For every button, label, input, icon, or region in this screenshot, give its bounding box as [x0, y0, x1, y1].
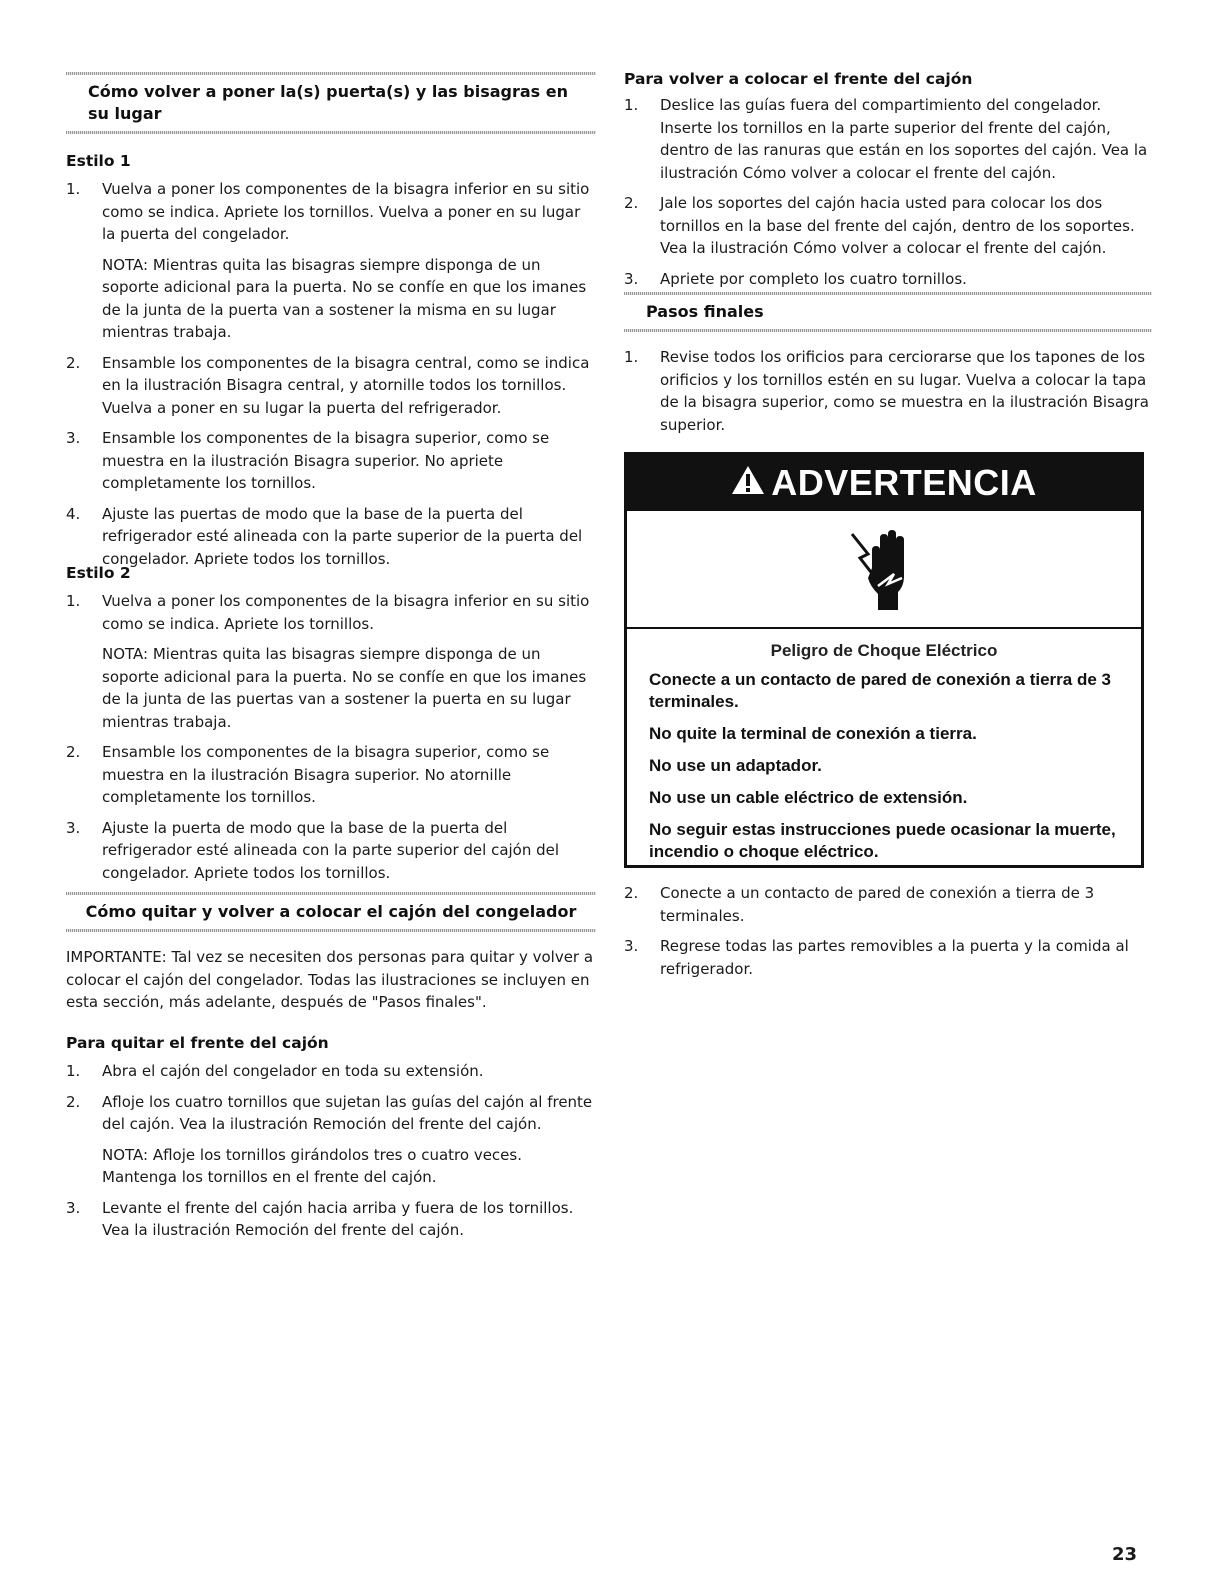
step-number: 3.	[624, 269, 639, 288]
list-item	[624, 192, 1152, 260]
warning-box	[624, 452, 1144, 868]
list-item	[66, 1197, 596, 1242]
section-heading-doors-hinges	[66, 72, 596, 134]
section-heading-pasos-finales	[624, 292, 1152, 332]
list-item	[624, 882, 1152, 927]
step-number: 2.	[66, 1092, 81, 1111]
step-text: Ajuste la puerta de modo que la base de la puerta del refrigerador esté alineada con la parte superior del cajón del congelador. Apriete todos los tornillos.	[102, 818, 560, 882]
step-text: Conecte a un contacto de pared de conexión a tierra de 3 terminales.	[660, 884, 1095, 925]
section-rule-bottom	[66, 131, 596, 134]
section-title: Cómo volver a poner la(s) puerta(s) y las bisagras en su lugar	[88, 82, 568, 123]
quitar-steps	[66, 1060, 596, 1242]
warning-line: No use un cable eléctrico de extensión.	[649, 788, 968, 807]
warning-line: No quite la terminal de conexión a tierra.	[649, 724, 977, 743]
warning-title: ADVERTENCIA	[771, 462, 1037, 503]
step-number: 1.	[66, 1062, 81, 1080]
page-number: 23	[1111, 1544, 1137, 1565]
list-item	[66, 1060, 596, 1083]
step-note: NOTA: Mientras quita las bisagras siempre disponga de un soporte adicional para la puerta. No se confíe en que los imanes de la junta de las puertas van a sostener la puerta en su lugar mientras trabaja.	[102, 645, 587, 731]
warning-subtitle: Peligro de Choque Eléctrico	[770, 641, 998, 660]
section-rule-bottom	[66, 929, 596, 932]
list-item	[66, 741, 596, 809]
colocar-block	[624, 68, 1152, 298]
step-text: Deslice las guías fuera del compartimiento del congelador. Inserte los tornillos en la parte superior del frente del cajón, dentro de las ranuras que están en los soportes del cajón. Vea la ilustración Cómo volver a colocar el frente del cajón.	[660, 96, 1148, 182]
step-text: Ensamble los componentes de la bisagra superior, como se muestra en la ilustración Bisagra superior. No apriete completamente los tornillos.	[102, 429, 550, 492]
step-number: 2.	[66, 353, 81, 372]
step-number: 2.	[624, 884, 639, 902]
step-text: Apriete por completo los cuatro tornillos.	[660, 269, 967, 288]
step-number: 1.	[66, 592, 81, 610]
quitar-title: Para quitar el frente del cajón	[66, 1034, 329, 1052]
list-item	[66, 427, 596, 495]
importante-text: IMPORTANTE: Tal vez se necesiten dos personas para quitar y volver a colocar el cajón del congelador. Todas las ilustraciones se incluyen en esta sección, más adelante, después de "Pasos finales".	[66, 948, 594, 1011]
list-item	[624, 346, 1152, 436]
step-text: Jale los soportes del cajón hacia usted para colocar los dos tornillos en la base del frente del cajón, dentro de los soportes. Vea la ilustración Cómo volver a colocar el frente del cajón.	[660, 194, 1135, 257]
list-item	[66, 1091, 596, 1189]
section-title: Cómo quitar y volver a colocar el cajón del congelador	[85, 902, 577, 921]
step-text: Vuelva a poner los componentes de la bisagra inferior en su sitio como se indica. Apriete los tornillos.	[102, 592, 590, 633]
step-number: 1.	[66, 180, 81, 198]
estilo-2-block	[66, 562, 596, 892]
step-text: Ensamble los componentes de la bisagra superior, como se muestra en la ilustración Bisagra superior. No atornille completamente los tornillos.	[102, 743, 550, 806]
step-text: Ajuste las puertas de modo que la base de la puerta del refrigerador esté alineada con la parte superior de la puerta del congelador. Apriete todos los tornillos.	[102, 504, 583, 568]
step-number: 4.	[66, 504, 81, 523]
step-note: NOTA: Mientras quita las bisagras siempre disponga de un soporte adicional para la puerta. No se confíe en que los imanes de la junta de la puerta van a sostener la misma en su lugar mientras trabaja.	[102, 255, 587, 341]
step-text: Levante el frente del cajón hacia arriba y fuera de los tornillos. Vea la ilustración Remoción del frente del cajón.	[102, 1198, 574, 1239]
list-item	[66, 817, 596, 885]
warning-line: No use un adaptador.	[649, 756, 822, 775]
estilo-1-block	[66, 150, 596, 578]
step-number: 1.	[624, 348, 639, 366]
step-text: Revise todos los orificios para cerciorarse que los tapones de los orificios y los tornillos estén en su lugar. Vuelva a colocar la tapa de la bisagra superior, como se muestra en la ilustración Bisagra superior.	[660, 348, 1149, 434]
colocar-title: Para volver a colocar el frente del cajón	[624, 70, 973, 88]
quitar-block	[66, 1032, 596, 1250]
step-text: Vuelva a poner los componentes de la bisagra inferior en su sitio como se indica. Apriete los tornillos. Vuelva a poner en su lugar la puerta del congelador.	[102, 180, 590, 243]
step-text: Ensamble los componentes de la bisagra central, como se indica en la ilustración Bisagra central, y atornille todos los tornillos. Vuelva a poner en su lugar la puerta del refrigerador.	[102, 353, 590, 417]
list-item	[66, 503, 596, 571]
pasos-steps	[624, 346, 1152, 436]
step-note: NOTA: Afloje los tornillos girándolos tres o cuatro veces. Mantenga los tornillos en el frente del cajón.	[102, 1145, 522, 1186]
list-item	[66, 178, 596, 344]
step-text: Abra el cajón del congelador en toda su extensión.	[102, 1062, 484, 1080]
warning-line: Conecte a un contacto de pared de conexión a tierra de 3 terminales.	[649, 670, 1111, 711]
section-heading-freezer-drawer	[66, 892, 596, 932]
warning-banner	[627, 455, 1141, 511]
list-item	[624, 94, 1152, 184]
colocar-steps	[624, 94, 1152, 290]
estilo-2-steps	[66, 590, 596, 884]
importante-block	[66, 946, 596, 1014]
step-text: Afloje los cuatro tornillos que sujetan las guías del cajón al frente del cajón. Vea la ilustración Remoción del frente del cajón.	[102, 1092, 593, 1133]
section-title: Pasos finales	[646, 302, 764, 321]
step-number: 1.	[624, 96, 639, 114]
after-warning-block	[624, 882, 1152, 988]
section-rule-bottom	[624, 329, 1152, 332]
pasos-block	[624, 346, 1152, 444]
warning-triangle-icon	[731, 462, 765, 504]
electric-shock-hand-icon	[627, 511, 1141, 629]
step-number: 3.	[624, 937, 639, 955]
warning-body	[627, 629, 1141, 863]
step-text: Regrese todas las partes removibles a la puerta y la comida al refrigerador.	[660, 937, 1129, 978]
step-number: 3.	[66, 1198, 81, 1217]
list-item	[624, 268, 1152, 291]
step-number: 2.	[624, 194, 639, 212]
after-steps	[624, 882, 1152, 980]
warning-line: No seguir estas instrucciones puede ocasionar la muerte, incendio o choque eléctrico.	[649, 820, 1116, 861]
step-number: 3.	[66, 818, 81, 837]
list-item	[66, 352, 596, 420]
list-item	[624, 935, 1152, 980]
list-item	[66, 590, 596, 733]
estilo-1-label: Estilo 1	[66, 152, 131, 170]
estilo-2-label: Estilo 2	[66, 564, 131, 582]
step-number: 2.	[66, 743, 81, 761]
estilo-1-steps	[66, 178, 596, 570]
step-number: 3.	[66, 429, 81, 447]
